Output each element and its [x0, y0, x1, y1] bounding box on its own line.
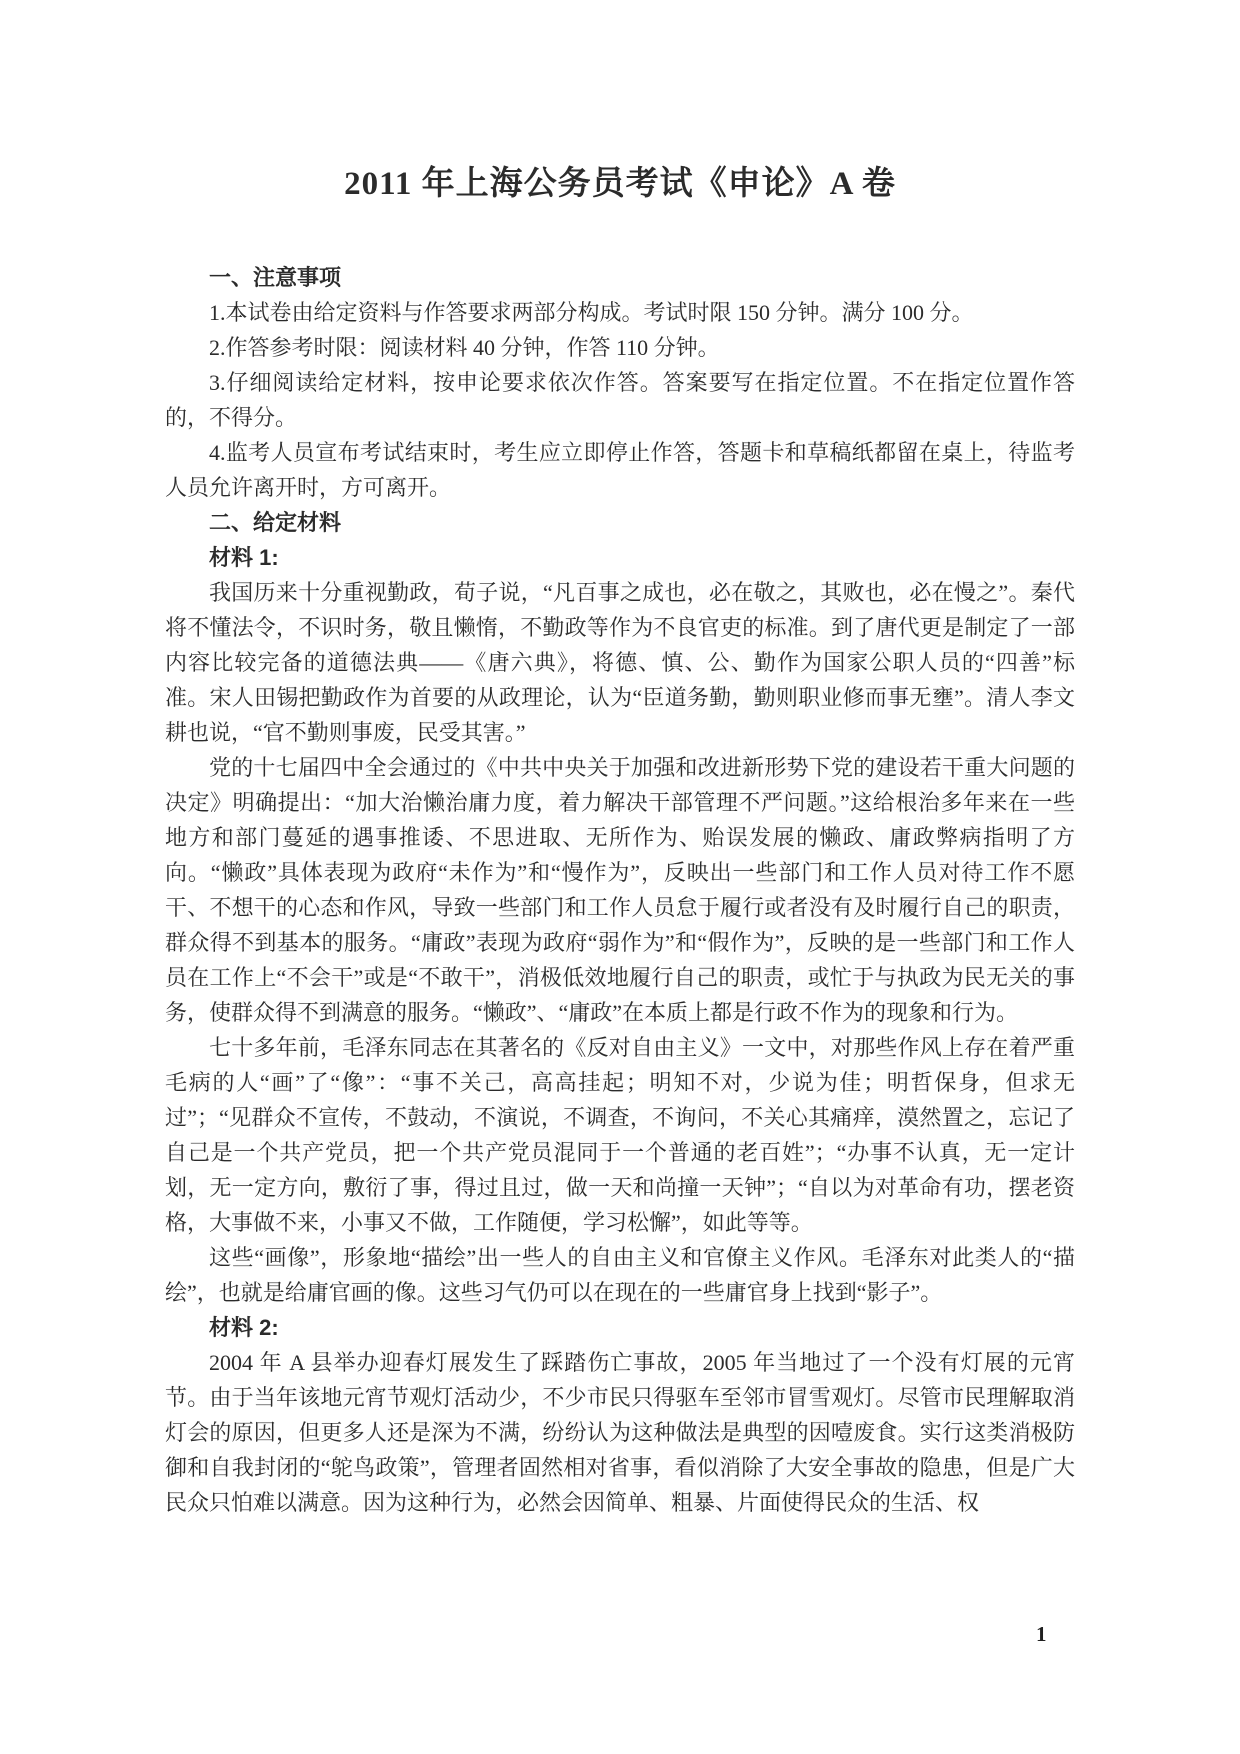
notice-item-3: 3.仔细阅读给定材料，按申论要求依次作答。答案要写在指定位置。不在指定位置作答的，不得分。 — [165, 370, 1075, 430]
materials-heading: 二、给定材料 — [209, 510, 342, 535]
page-number: 1 — [1036, 1622, 1047, 1646]
material-1-label: 材料 1: — [209, 545, 279, 570]
notice-item-4: 4.监考人员宣布考试结束时，考生应立即停止作答，答题卡和草稿纸都留在桌上，待监考人员允许离开时，方可离开。 — [165, 440, 1075, 500]
notices-heading: 一、注意事项 — [209, 265, 342, 290]
notice-item-1: 1.本试卷由给定资料与作答要求两部分构成。考试时限 150 分钟。满分 100 分。 — [209, 300, 974, 325]
material-1-paragraph-4: 这些“画像”，形象地“描绘”出一些人的自由主义和官僚主义作风。毛泽东对此类人的“描绘”，也就是给庸官画的像。这些习气仍可以在现在的一些庸官身上找到“影子”。 — [165, 1245, 1075, 1305]
material-1-paragraph-2: 党的十七届四中全会通过的《中共中央关于加强和改进新形势下党的建设若干重大问题的决定》明确提出：“加大治懒治庸力度，着力解决干部管理不严问题。”这给根治多年来在一些地方和部门蔓延的遇事推诿、不思进取、无所作为、贻误发展的懒政、庸政弊病指明了方向。“懒政”具体表现为政府“未作为”和“慢作为”，反映出一些部门和工作人员对待工作不愿干、不想干的心态和作风，导致一些部门和工作人员怠于履行或者没有及时履行自己的职责，群众得不到基本的服务。“庸政”表现为政府“弱作为”和“假作为”，反映的是一些部门和工作人员在工作上“不会干”或是“不敢干”，消极低效地履行自己的职责，或忙于与执政为民无关的事务，使群众得不到满意的服务。“懒政”、“庸政”在本质上都是行政不作为的现象和行为。 — [165, 755, 1075, 1025]
material-1-paragraph-3: 七十多年前，毛泽东同志在其著名的《反对自由主义》一文中，对那些作风上存在着严重毛病的人“画”了“像”：“事不关己，高高挂起；明知不对，少说为佳；明哲保身，但求无过”；“见群众不宣传，不鼓动，不演说，不调查，不询问，不关心其痛痒，漠然置之，忘记了自己是一个共产党员，把一个共产党员混同于一个普通的老百姓”；“办事不认真，无一定计划，无一定方向，敷衍了事，得过且过，做一天和尚撞一天钟”；“自以为对革命有功，摆老资格，大事做不来，小事又不做，工作随便，学习松懈”，如此等等。 — [165, 1035, 1075, 1235]
page-title: 2011 年上海公务员考试《申论》A 卷 — [344, 166, 896, 202]
material-2-paragraph-1: 2004 年 A 县举办迎春灯展发生了踩踏伤亡事故，2005 年当地过了一个没有灯展的元宵节。由于当年该地元宵节观灯活动少，不少市民只得驱车至邻市冒雪观灯。尽管市民理解取消灯会的原因，但更多人还是深为不满，纷纷认为这种做法是典型的因噎废食。实行这类消极防御和自我封闭的“鸵鸟政策”，管理者固然相对省事，看似消除了大安全事故的隐患，但是广大民众只怕难以满意。因为这种行为，必然会因简单、粗暴、片面使得民众的生活、权 — [165, 1350, 1075, 1515]
notice-item-2: 2.作答参考时限：阅读材料 40 分钟，作答 110 分钟。 — [209, 335, 720, 360]
material-2-label: 材料 2: — [209, 1315, 279, 1340]
document-body — [165, 260, 1075, 1520]
material-1-paragraph-1: 我国历来十分重视勤政，荀子说，“凡百事之成也，必在敬之，其败也，必在慢之”。秦代将不懂法令，不识时务，敬且懒惰，不勤政等作为不良官吏的标准。到了唐代更是制定了一部内容比较完备的道德法典——《唐六典》，将德、慎、公、勤作为国家公职人员的“四善”标准。宋人田锡把勤政作为首要的从政理论，认为“臣道务勤，勤则职业修而事无壅”。清人李文耕也说，“官不勤则事废，民受其害。” — [165, 580, 1075, 745]
